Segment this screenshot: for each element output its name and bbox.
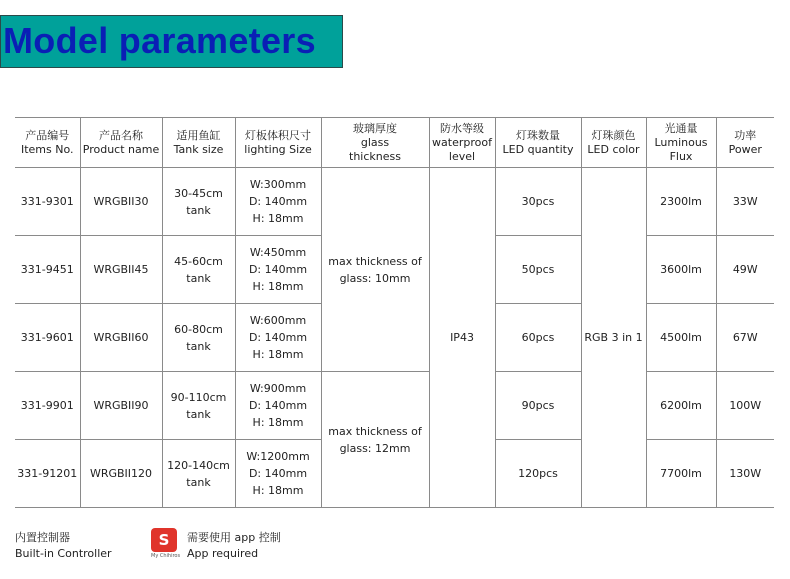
header-led-color: 灯珠颜色 LED color xyxy=(581,118,646,168)
cell-led-quantity: 90pcs xyxy=(495,372,581,440)
cell-waterproof-level: IP43 xyxy=(429,168,495,508)
app-label-en: App required xyxy=(187,547,259,560)
cell-item-no: 331-9451 xyxy=(15,236,80,304)
cell-glass-thickness-group-2: max thickness of glass: 12mm xyxy=(321,372,429,508)
app-label-cn: 需要使用 app 控制 xyxy=(187,531,281,544)
title-banner xyxy=(0,15,343,68)
cell-glass-thickness-group-1: max thickness of glass: 10mm xyxy=(321,168,429,372)
cell-power: 49W xyxy=(716,236,774,304)
cell-product-name: WRGBII60 xyxy=(80,304,162,372)
header-waterproof-level: 防水等级 waterproof level xyxy=(429,118,495,168)
header-lighting-size: 灯板体积尺寸 lighting Size xyxy=(235,118,321,168)
cell-product-name: WRGBII120 xyxy=(80,440,162,508)
cell-item-no: 331-9301 xyxy=(15,168,80,236)
app-required-note xyxy=(187,530,281,562)
table-header-row xyxy=(15,118,774,168)
controller-label-cn: 内置控制器 xyxy=(15,531,70,544)
app-logo-caption: My Chihiros xyxy=(151,553,181,559)
cell-power: 67W xyxy=(716,304,774,372)
cell-lighting-size: W:300mm D: 140mm H: 18mm xyxy=(235,168,321,236)
cell-lighting-size: W:900mm D: 140mm H: 18mm xyxy=(235,372,321,440)
cell-item-no: 331-9901 xyxy=(15,372,80,440)
parameters-table xyxy=(15,117,774,508)
header-luminous-flux: 光通量 Luminous Flux xyxy=(646,118,716,168)
cell-item-no: 331-91201 xyxy=(15,440,80,508)
cell-product-name: WRGBII30 xyxy=(80,168,162,236)
cell-led-quantity: 30pcs xyxy=(495,168,581,236)
cell-led-color: RGB 3 in 1 xyxy=(581,168,646,508)
cell-led-quantity: 50pcs xyxy=(495,236,581,304)
cell-power: 100W xyxy=(716,372,774,440)
cell-item-no: 331-9601 xyxy=(15,304,80,372)
cell-luminous-flux: 6200lm xyxy=(646,372,716,440)
cell-led-quantity: 60pcs xyxy=(495,304,581,372)
cell-tank-size: 45-60cm tank xyxy=(162,236,235,304)
cell-lighting-size: W:600mm D: 140mm H: 18mm xyxy=(235,304,321,372)
table-row xyxy=(15,372,774,440)
cell-luminous-flux: 3600lm xyxy=(646,236,716,304)
cell-tank-size: 120-140cm tank xyxy=(162,440,235,508)
built-in-controller-note xyxy=(15,530,112,562)
header-product-name: 产品名称 Product name xyxy=(80,118,162,168)
page-title: Model parameters xyxy=(3,20,316,61)
cell-lighting-size: W:450mm D: 140mm H: 18mm xyxy=(235,236,321,304)
cell-tank-size: 60-80cm tank xyxy=(162,304,235,372)
cell-power: 33W xyxy=(716,168,774,236)
cell-tank-size: 90-110cm tank xyxy=(162,372,235,440)
cell-lighting-size: W:1200mm D: 140mm H: 18mm xyxy=(235,440,321,508)
cell-luminous-flux: 4500lm xyxy=(646,304,716,372)
header-glass-thickness: 玻璃厚度 glass thickness xyxy=(321,118,429,168)
cell-luminous-flux: 7700lm xyxy=(646,440,716,508)
header-tank-size: 适用鱼缸 Tank size xyxy=(162,118,235,168)
cell-led-quantity: 120pcs xyxy=(495,440,581,508)
cell-product-name: WRGBII90 xyxy=(80,372,162,440)
app-logo-mark: S xyxy=(151,528,177,552)
controller-label-en: Built-in Controller xyxy=(15,547,112,560)
cell-product-name: WRGBII45 xyxy=(80,236,162,304)
chihiros-app-icon xyxy=(151,528,181,562)
table-row xyxy=(15,168,774,236)
header-items-no: 产品编号 Items No. xyxy=(15,118,80,168)
header-led-quantity: 灯珠数量 LED quantity xyxy=(495,118,581,168)
cell-power: 130W xyxy=(716,440,774,508)
cell-tank-size: 30-45cm tank xyxy=(162,168,235,236)
header-power: 功率 Power xyxy=(716,118,774,168)
cell-luminous-flux: 2300lm xyxy=(646,168,716,236)
